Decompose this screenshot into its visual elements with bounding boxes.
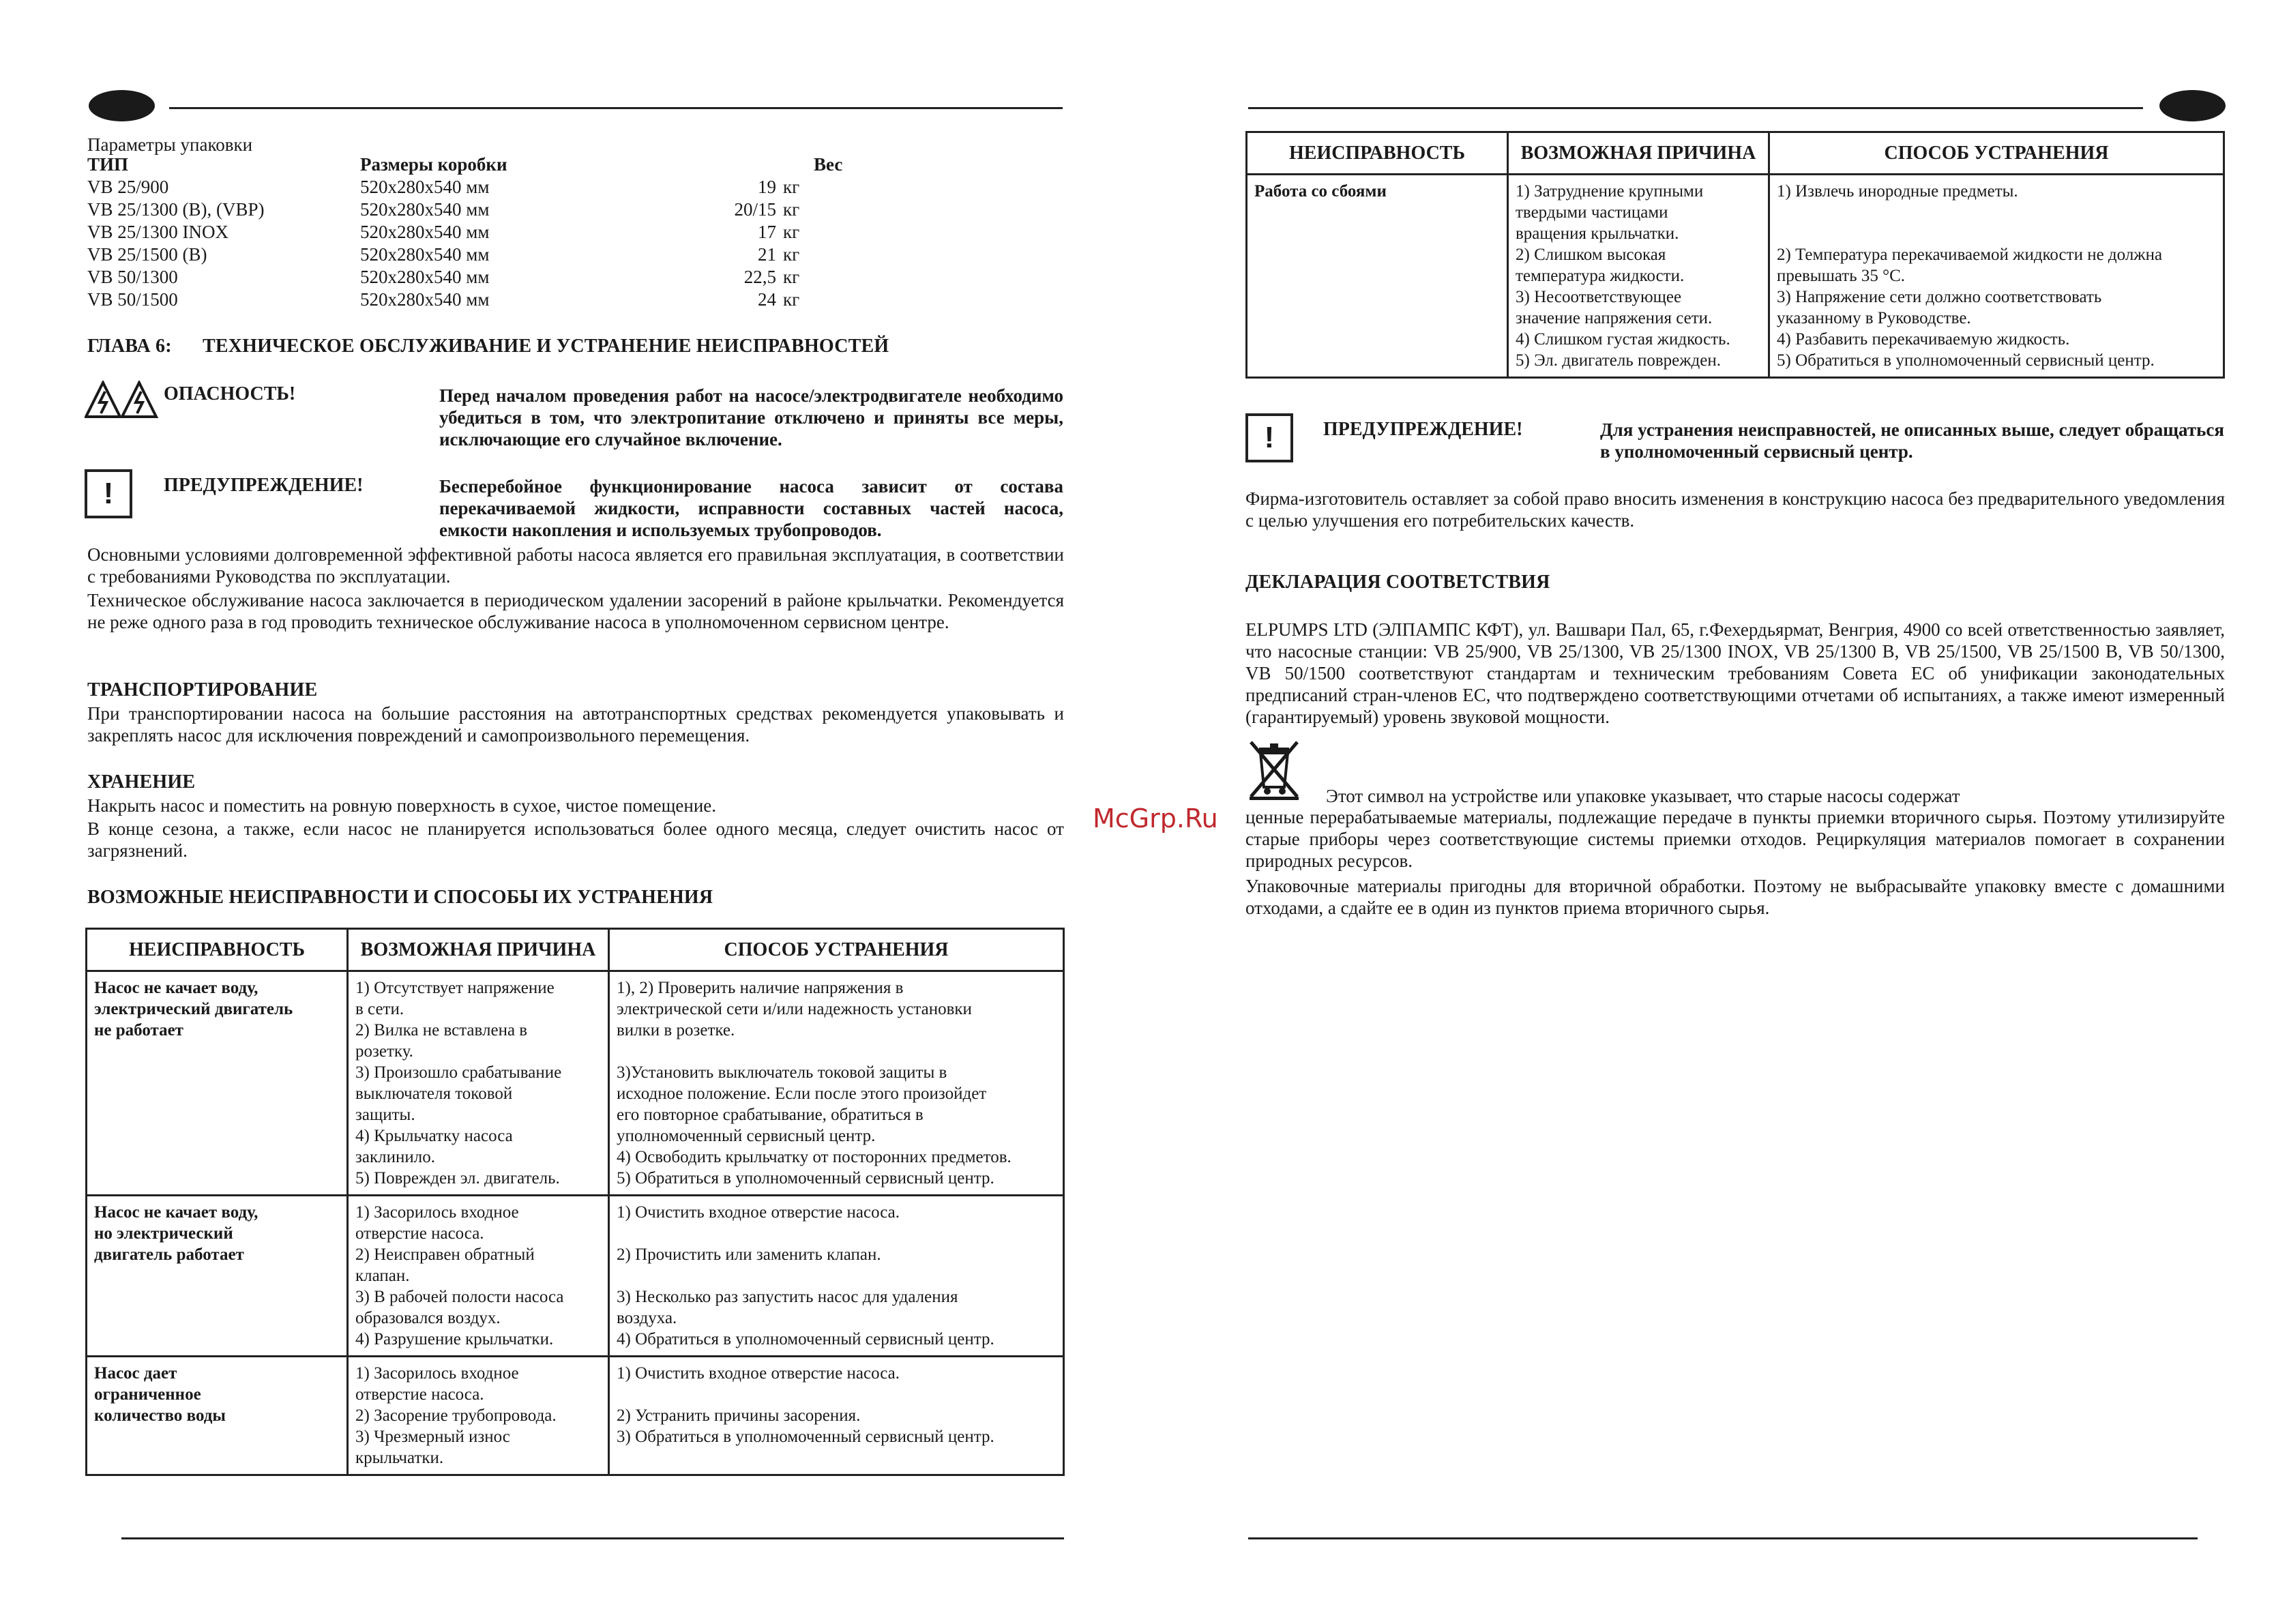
remedy-line: 3) Несколько раз запустить насос для удаления [617,1288,958,1306]
remedy-line: превышать 35 °С. [1777,267,1906,285]
packaging-table [87,153,889,311]
storage-text-1: Накрыть насос и поместить на ровную поверхность в сухое, чистое помещение. [87,795,717,816]
maintenance-paragraph-1: Основными условиями долговременной эффективной работы насоса является его правильная эксплуатация, в соответствии с требованиями Руководства по эксплуатации. [87,544,1064,587]
remedy-line: 3) Напряжение сети должно соответствовать [1777,288,2102,306]
blank-line [1777,223,2216,244]
packaging-type: VB 25/1500 (B) [87,244,207,265]
fault-line: электрический двигатель [94,1000,293,1018]
cause-line: 1) Засорилось входное [355,1364,519,1383]
packaging-row [87,198,889,221]
chapter-number: ГЛАВА 6: [87,336,172,357]
packaging-size: 520x280x540 мм [360,199,490,220]
packaging-weight: 24 [758,289,776,310]
cell-remedy [609,971,1064,1196]
header-fault: НЕИСПРАВНОСТЬ [87,929,348,971]
cause-line: 3) Чрезмерный износ [355,1428,510,1446]
cause-line: 2) Засорение трубопровода. [355,1406,557,1425]
cause-line: защиты. [355,1106,415,1124]
cause-line: образовался воздух. [355,1309,501,1327]
blank-line [617,1223,1056,1244]
packaging-type: VB 50/1500 [87,289,178,310]
packaging-unit: кг [783,244,800,265]
warning2-text: Для устранения неисправностей, не описанных выше, следует обращаться в уполномоченный сервисный центр. [1600,419,2224,462]
warning2-label-wrap [1323,419,1522,441]
packaging-header-type: ТИП [87,154,129,175]
cell-fault [87,971,348,1196]
cause-line: значение напряжения сети. [1516,309,1713,327]
packaging-size: 520x280x540 мм [360,267,490,287]
packaging-header-size: Размеры коробки [360,154,507,175]
faults-title: ВОЗМОЖНЫЕ НЕИСПРАВНОСТИ И СПОСОБЫ ИХ УСТРАНЕНИЯ [87,887,713,908]
cause-line: 1) Засорилось входное [355,1203,519,1222]
cell-cause [348,1196,609,1357]
danger-label-wrap [164,383,295,405]
packaging-header-row [87,153,889,176]
remedy-line: 1) Извлечь инородные предметы. [1777,182,2018,201]
cause-line: вращения крыльчатки. [1516,224,1679,243]
packaging-size: 520x280x540 мм [360,244,490,265]
packaging-weight: 20/15 [734,199,776,220]
header-remedy: СПОСОБ УСТРАНЕНИЯ [609,929,1064,971]
packaging-row [87,176,889,198]
cause-line: 4) Крыльчатку насоса [355,1127,513,1145]
packaging-unit: кг [783,199,800,220]
crossed-bin-icon [1245,738,1303,801]
remedy-line: 2) Устранить причины засорения. [617,1406,861,1425]
cause-line: розетку. [355,1042,413,1061]
chapter-title: ТЕХНИЧЕСКОЕ ОБСЛУЖИВАНИЕ И УСТРАНЕНИЕ НЕИСПРАВНОСТЕЙ [202,336,889,357]
cause-line: твердыми частицами [1516,203,1668,222]
warning-icon: ! [85,469,132,518]
remedy-line: указанному в Руководстве. [1777,309,1971,327]
cell-remedy [609,1357,1064,1475]
danger-label: ОПАСНОСТЬ! [164,383,296,404]
cause-line: заклинило. [355,1148,435,1166]
remedy-line: уполномоченный сервисный центр. [617,1127,876,1145]
storage-title: ХРАНЕНИЕ [87,771,196,793]
storage-text-2: В конце сезона, а также, если насос не планируется использоваться более одного месяца, следует очистить насос от загрязнений. [87,818,1064,861]
cell-fault [1247,175,1508,378]
cause-line: 3) Несоответствующее [1516,288,1682,306]
cause-line: выключателя токовой [355,1084,513,1103]
remedy-line: электрической сети и/или надежность установки [617,1000,972,1018]
remedy-line: исходное положение. Если после этого произойдет [617,1084,987,1103]
cell-cause [1508,175,1769,378]
packaging-row [87,289,889,311]
header-cause: ВОЗМОЖНАЯ ПРИЧИНА [348,929,609,971]
packaging-size: 520x280x540 мм [360,222,490,242]
packaging-type: VB 25/1300 (B), (VBP) [87,199,265,220]
cause-line: отверстие насоса. [355,1385,484,1404]
left-troubleshooting-table [85,928,1065,1476]
packaging-unit: кг [783,177,800,197]
maintenance-paragraph-2: Техническое обслуживание насоса заключается в периодическом удалении засорений в районе крыльчатки. Рекомендуется не реже одного раза в год проводить техническое обслуживание насоса в уполномоченном сервисном центре. [87,590,1064,632]
warning-icon: ! [1245,413,1293,462]
cause-line: 2) Слишком высокая [1516,246,1666,264]
packaging-unit: кг [783,222,800,242]
warning1-label-wrap [164,475,363,497]
remedy-line: 2) Прочистить или заменить клапан. [617,1245,881,1264]
header-fault: НЕИСПРАВНОСТЬ [1247,132,1508,175]
electric-hazard-icon [85,381,160,419]
remedy-line: 1), 2) Проверить наличие напряжения в [617,979,904,997]
packaging-weight: 19 [758,177,776,197]
recycling-packaging-text: Упаковочные материалы пригодны для вторичной обработки. Поэтому не выбрасывайте упаковку вместе с домашними отходами, а сдайте ее в один из пунктов приема вторичного сырья. [1245,876,2225,918]
remedy-line: его повторное срабатывание, обратиться в [617,1106,924,1124]
transport-text: При транспортировании насоса на большие расстояния на автотранспортных средствах рекомендуется упаковывать и закреплять насос для исключения повреждений и самопроизвольного перемещения. [87,703,1064,745]
watermark: McGrp.Ru [1093,803,1218,833]
cause-line: 3) В рабочей полости насоса [355,1288,564,1306]
header-cause: ВОЗМОЖНАЯ ПРИЧИНА [1508,132,1769,175]
remedy-line: воздуха. [617,1309,677,1327]
fault-line: не работает [94,1021,183,1039]
packaging-row [87,221,889,243]
table-row [87,971,1064,1196]
right-troubleshooting-table [1245,131,2225,379]
packaging-row [87,243,889,266]
danger-icons [85,381,160,417]
remedy-line: 1) Очистить входное отверстие насоса. [617,1364,900,1383]
fault-line: ограниченное [94,1385,201,1404]
left-table-header-row [87,929,1064,971]
remedy-line: 5) Обратиться в уполномоченный сервисный центр. [1777,351,2155,370]
header-rule-left [169,107,1063,109]
packaging-unit: кг [783,289,800,310]
footer-rule-right [1248,1537,2198,1539]
fault-line: Работа со сбоями [1254,182,1387,201]
remedy-line: 5) Обратиться в уполномоченный сервисный центр. [617,1169,994,1187]
warning1-label: ПРЕДУПРЕЖДЕНИЕ! [164,475,364,496]
cause-line: 3) Произошло срабатывание [355,1063,562,1082]
table-row [87,1196,1064,1357]
recycling-text: ценные перерабатываемые материалы, подлежащие передаче в пункты приемки вторичного сырья. Поэтому утилизируйте старые приборы через соответствующие системы приемки отходов. Рециркуляция материалов помогает в сохранении природных ресурсов. [1245,807,2225,871]
manufacturer-note: Фирма-изготовитель оставляет за собой право вносить изменения в конструкцию насоса без предварительного уведомления с целью улучшения его потребительских качеств. [1245,488,2225,531]
right-table-header-row [1247,132,2224,175]
packaging-weight: 21 [758,244,776,265]
fault-line: Насос не качает воду, [94,1203,259,1222]
danger-text: Перед началом проведения работ на насосе/электродвигателе необходимо убедиться в том, что электропитание отключено и приняты все меры, исключающие его случайное включение. [439,385,1063,449]
packaging-weight: 22,5 [743,267,776,287]
table-row [87,1357,1064,1475]
cell-remedy [1769,175,2224,378]
warning2-label: ПРЕДУПРЕЖДЕНИЕ! [1323,419,1523,440]
page-marker-left [89,90,155,121]
remedy-line: 4) Обратиться в уполномоченный сервисный центр. [617,1330,994,1348]
cause-line: 1) Затруднение крупными [1516,182,1704,201]
remedy-line: 4) Разбавить перекачиваемую жидкость. [1777,330,2070,349]
packaging-unit: кг [783,267,800,287]
cause-line: 5) Эл. двигатель поврежден. [1516,351,1721,370]
cause-line: отверстие насоса. [355,1224,484,1243]
packaging-weight: 17 [758,222,776,242]
packaging-header-weight: Вес [814,154,843,175]
cause-line: 1) Отсутствует напряжение [355,979,555,997]
fault-line: Насос дает [94,1364,177,1383]
packaging-title: Параметры упаковки [87,134,253,155]
chapter-heading [87,336,889,357]
remedy-line: 4) Освободить крыльчатку от посторонних предметов. [617,1148,1011,1166]
cell-fault [87,1357,348,1475]
cell-cause [348,1357,609,1475]
packaging-size: 520x280x540 мм [360,177,490,197]
remedy-line: 3)Установить выключатель токовой защиты в [617,1063,947,1082]
remedy-line: 2) Температура перекачиваемой жидкости не должна [1777,246,2163,264]
declaration-text: ELPUMPS LTD (ЭЛПАМПС КФТ), ул. Вашвари Пал, 65, г.Фехердьярмат, Венгрия, 4900 со всей ответственностью заявляет, что насосные станции: VB 25/900, VB 25/1300, VB 25/1300 INOX, VB 25/1300 B, VB 25/1500, VB 25/1500 B, VB 50/1300, VB 50/1500 соответствуют стандартам и техническим требованиям Совета ЕС об унификации законодательных предписаний стран-членов ЕС, что подтверждено соответствующими отчетами об испытаниях, а также имеют измеренный (гарантируемый) уровень звуковой мощности. [1245,619,2225,727]
cause-line: 2) Вилка не вставлена в [355,1021,528,1039]
cell-fault [87,1196,348,1357]
packaging-type: VB 50/1300 [87,267,178,287]
page-marker-right [2159,90,2226,121]
cause-line: крыльчатки. [355,1449,444,1467]
packaging-type: VB 25/1300 INOX [87,222,228,242]
blank-line [617,1041,1056,1062]
header-rule-right [1248,107,2143,109]
footer-rule-left [121,1537,1064,1539]
packaging-row [87,266,889,289]
packaging-type: VB 25/900 [87,177,169,197]
remedy-line: 1) Очистить входное отверстие насоса. [617,1203,900,1222]
remedy-line: вилки в розетке. [617,1021,735,1039]
cause-line: температура жидкости. [1516,267,1685,285]
header-remedy: СПОСОБ УСТРАНЕНИЯ [1769,132,2224,175]
cause-line: 2) Неисправен обратный [355,1245,535,1264]
cell-cause [348,971,609,1196]
cause-line: 4) Разрушение крыльчатки. [355,1330,554,1348]
table-row [1247,175,2224,378]
cause-line: в сети. [355,1000,404,1018]
recycling-line-1: Этот символ на устройстве или упаковке указывает, что старые насосы содержат [1326,786,1960,806]
blank-line [1777,202,2216,223]
fault-line: количество воды [94,1406,226,1425]
cell-remedy [609,1196,1064,1357]
packaging-size: 520x280x540 мм [360,289,490,310]
remedy-line: 3) Обратиться в уполномоченный сервисный центр. [617,1428,994,1446]
cause-line: 4) Слишком густая жидкость. [1516,330,1730,349]
fault-line: но электрический [94,1224,233,1243]
warning1-text: Бесперебойное функционирование насоса зависит от состава перекачиваемой жидкости, исправности составных частей насоса, емкости накопления и используемых трубопроводов. [439,476,1063,540]
cause-line: 5) Поврежден эл. двигатель. [355,1169,560,1187]
fault-line: Насос не качает воду, [94,979,259,997]
fault-line: двигатель работает [94,1245,244,1264]
blank-line [617,1265,1056,1286]
transport-title: ТРАНСПОРТИРОВАНИЕ [87,679,318,700]
cause-line: клапан. [355,1267,410,1285]
blank-line [617,1384,1056,1405]
declaration-title: ДЕКЛАРАЦИЯ СООТВЕТСТВИЯ [1245,572,1550,593]
